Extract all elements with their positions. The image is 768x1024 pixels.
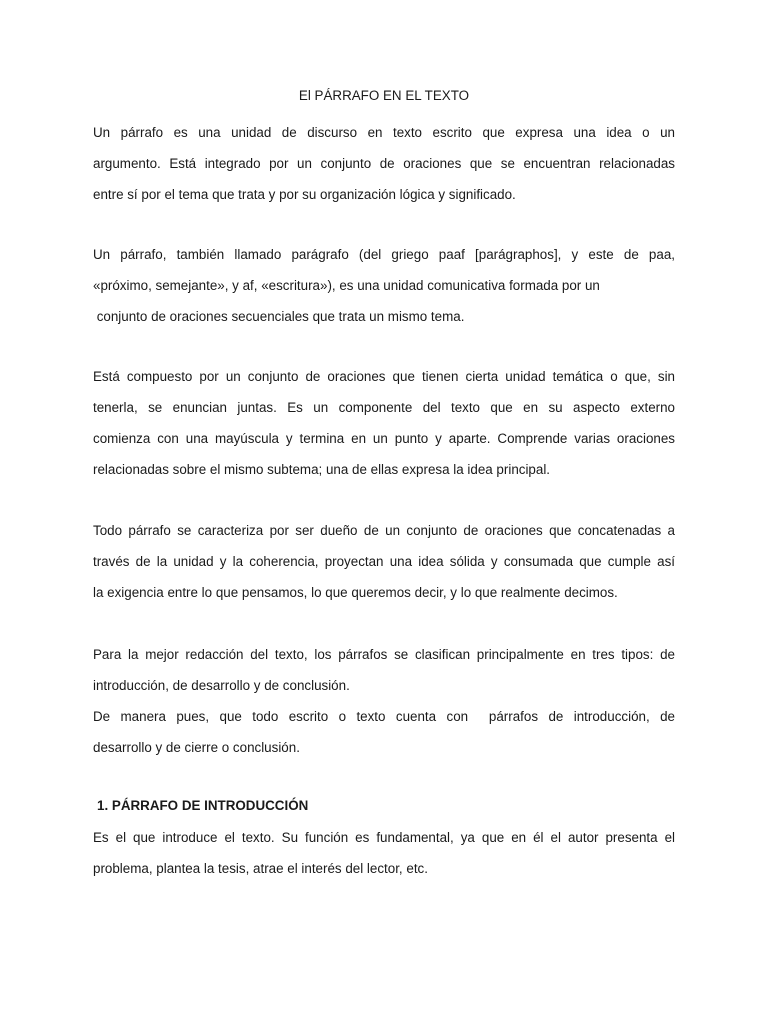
paragraph-line: conjunto de oraciones secuenciales que trata un mismo tema. [93, 309, 465, 324]
paragraph-line: Un párrafo es una unidad de discurso en texto escrito que expresa una idea o un [93, 125, 675, 140]
paragraph-line: Un párrafo, también llamado parágrafo (del griego paaf [parágraphos], y este de paa, [93, 247, 675, 262]
paragraph-line: Para la mejor redacción del texto, los párrafos se clasifican principalmente en tres tipos: de [93, 647, 675, 662]
paragraph-types [93, 639, 675, 763]
paragraph-line: argumento. Está integrado por un conjunto de oraciones que se encuentran relacionadas [93, 156, 675, 171]
paragraph-line: De manera pues, que todo escrito o texto cuenta con párrafos de introducción, de [93, 709, 675, 724]
paragraph-line: tenerla, se enuncian juntas. Es un componente del texto que en su aspecto externo [93, 400, 675, 415]
paragraph-line: la exigencia entre lo que pensamos, lo que queremos decir, y lo que realmente decimos. [93, 585, 618, 600]
paragraph-line: relacionadas sobre el mismo subtema; una de ellas expresa la idea principal. [93, 462, 551, 477]
paragraph-composition [93, 361, 675, 485]
paragraph-line: «próximo, semejante», y af, «escritura»), es una unidad comunicativa formada por un [93, 278, 600, 293]
section-heading-introduccion: 1. PÁRRAFO DE INTRODUCCIÓN [97, 798, 309, 813]
paragraph-line: comienza con una mayúscula y termina en un punto y aparte. Comprende varias oraciones [93, 431, 675, 446]
paragraph-line: través de la unidad y la coherencia, proyectan una idea sólida y consumada que cumple así [93, 554, 675, 569]
document-title: El PÁRRAFO EN EL TEXTO [298, 88, 470, 103]
paragraph-definition [93, 117, 675, 210]
paragraph-characteristics [93, 515, 675, 608]
paragraph-line: Está compuesto por un conjunto de oraciones que tienen cierta unidad temática o que, sin [93, 369, 675, 384]
paragraph-line: entre sí por el tema que trata y por su organización lógica y significado. [93, 187, 516, 202]
paragraph-line: introducción, de desarrollo y de conclusión. [93, 678, 350, 693]
paragraph-line: problema, plantea la tesis, atrae el interés del lector, etc. [93, 861, 428, 876]
paragraph-line: Es el que introduce el texto. Su función es fundamental, ya que en él el autor presenta el [93, 830, 675, 845]
paragraph-introduccion [93, 822, 675, 884]
paragraph-line: Todo párrafo se caracteriza por ser dueño de un conjunto de oraciones que concatenadas a [93, 523, 675, 538]
document-page [93, 0, 675, 1024]
paragraph-line: desarrollo y de cierre o conclusión. [93, 740, 300, 755]
paragraph-etymology [93, 239, 675, 332]
